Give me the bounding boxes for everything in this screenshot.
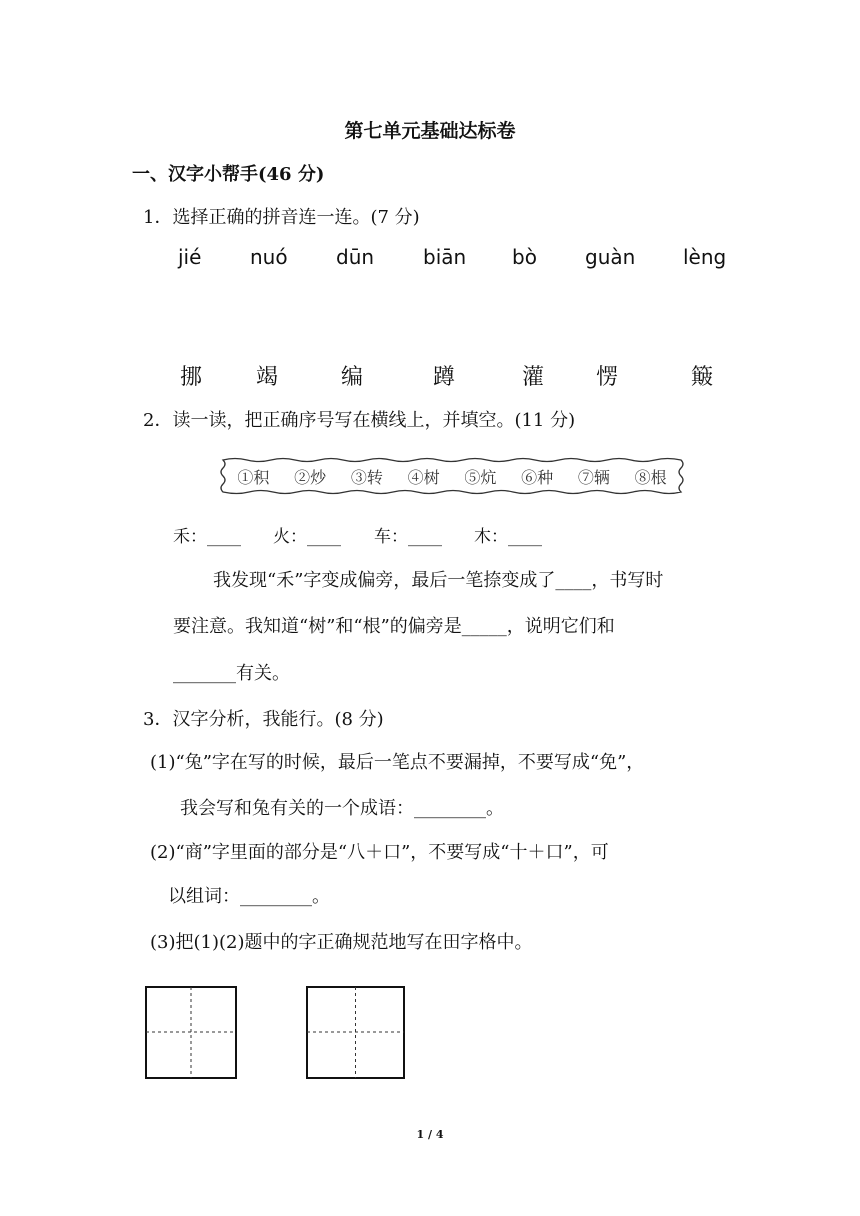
tianzige-grid [306, 986, 405, 1079]
option-item: ④树 [407, 467, 440, 487]
subquestion-1: (1)“兔”字在写的时候，最后一笔点不要漏掉，不要写成“免”， [150, 752, 645, 773]
hanzi-item: 愣 [596, 365, 619, 390]
hanzi-item: 挪 [180, 365, 203, 390]
hanzi-item: 灌 [522, 365, 545, 390]
option-item: ⑥种 [521, 467, 554, 487]
subquestion-1-continued: 我会写和兔有关的一个成语：________。 [180, 798, 504, 819]
pinyin-item: lèng [683, 245, 727, 269]
tianzige-grid [145, 986, 237, 1079]
radical-blank: 火：____ [273, 527, 341, 547]
question-3-label: 3．汉字分析，我能行。(8 分) [143, 709, 384, 730]
option-item: ⑧根 [634, 467, 667, 487]
hanzi-item: 蹲 [433, 365, 456, 390]
subquestion-2: (2)“商”字里面的部分是“八＋口”，不要写成“十＋口”，可 [150, 842, 609, 863]
subquestion-2-continued: 以组词：________。 [168, 886, 330, 907]
fill-paragraph-line: 我发现“禾”字变成偏旁，最后一笔捺变成了____，书写时 [213, 570, 664, 591]
pinyin-item: dūn [336, 245, 375, 269]
hanzi-item: 簸 [691, 365, 714, 390]
radical-blank: 车：____ [374, 527, 442, 547]
option-item: ⑦辆 [577, 467, 610, 487]
fill-paragraph-line: 要注意。我知道“树”和“根”的偏旁是_____，说明它们和 [173, 616, 615, 637]
hanzi-item: 编 [341, 365, 364, 390]
question-1-label: 1．选择正确的拼音连一连。(7 分) [143, 207, 420, 228]
options-banner [217, 457, 687, 495]
pinyin-item: nuó [250, 245, 288, 269]
option-item: ①积 [237, 467, 270, 487]
radical-blank: 禾：____ [173, 527, 241, 547]
fill-paragraph-line: _______有关。 [173, 663, 290, 684]
radical-blank: 木：____ [474, 527, 542, 547]
question-2-label: 2．读一读，把正确序号写在横线上，并填空。(11 分) [143, 410, 576, 431]
option-item: ②炒 [294, 467, 327, 487]
section-heading: 一、汉字小帮手(46 分) [132, 164, 325, 185]
pinyin-item: bò [512, 245, 537, 269]
page-title: 第七单元基础达标卷 [344, 120, 516, 142]
hanzi-item: 竭 [256, 365, 279, 390]
option-item: ③转 [350, 467, 383, 487]
subquestion-3: (3)把(1)(2)题中的字正确规范地写在田字格中。 [150, 932, 533, 953]
option-item: ⑤炕 [464, 467, 497, 487]
pinyin-item: jié [178, 245, 202, 269]
page-number: 1 / 4 [416, 1128, 444, 1141]
pinyin-item: biān [423, 245, 467, 269]
pinyin-item: guàn [585, 245, 636, 269]
